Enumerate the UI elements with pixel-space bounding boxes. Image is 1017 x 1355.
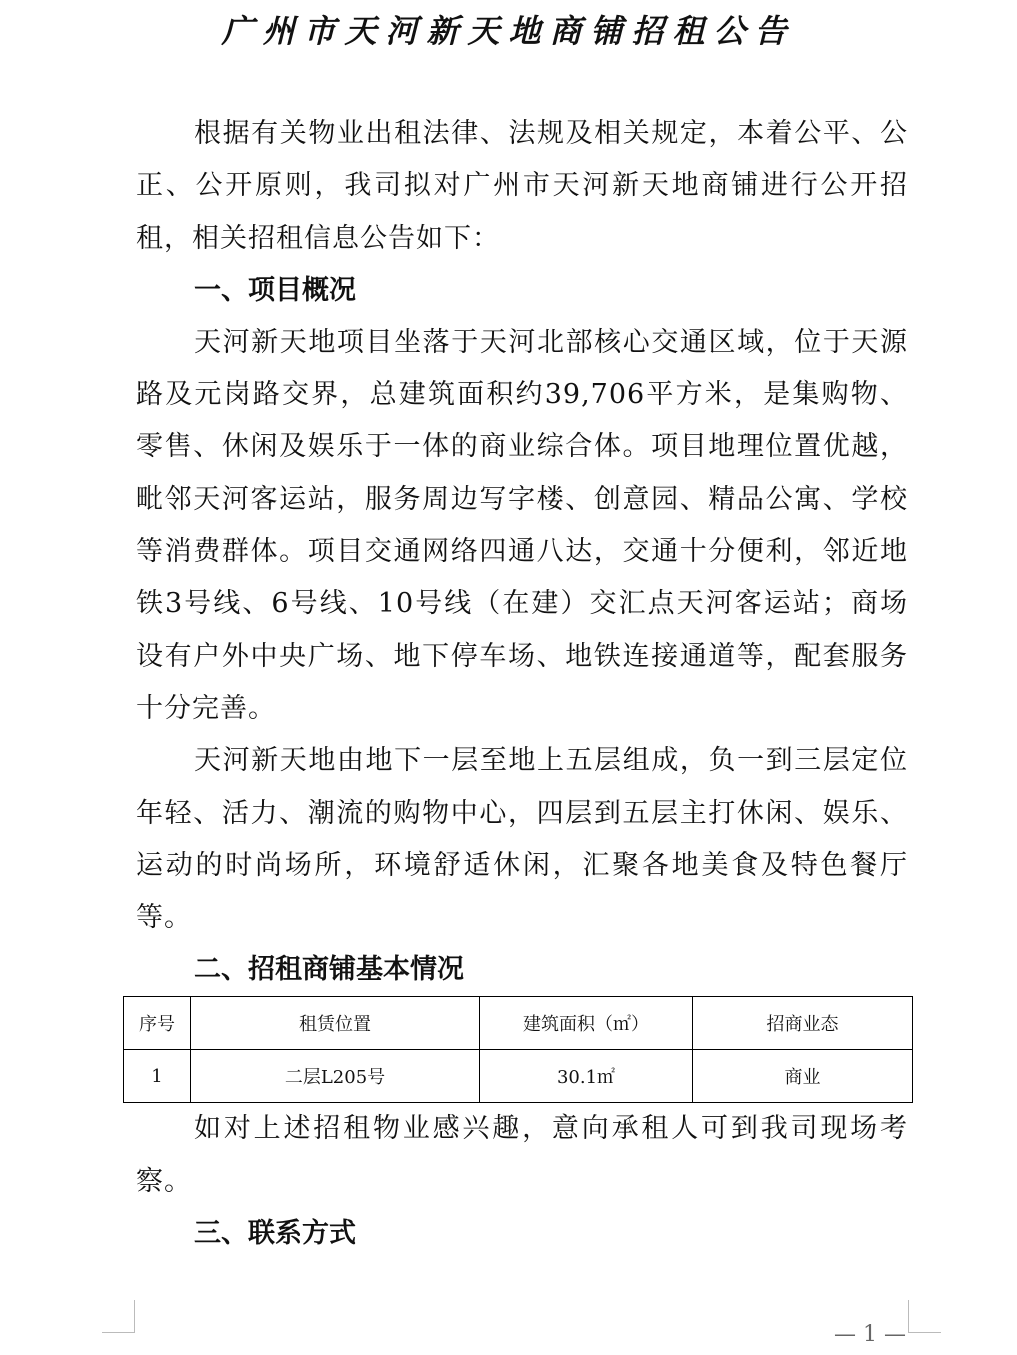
inspection-paragraph: 如对上述招租物业感兴趣，意向承租人可到我司现场考察。 <box>136 1113 908 1197</box>
col-header: 招商业态 <box>693 997 913 1050</box>
overview-paragraph-1: 天河新天地项目坐落于天河北部核心交通区域，位于天源路及元岗路交界，总建筑面积约39,706平方米，是集购物、零售、休闲及娱乐于一体的商业综合体。项目地理位置优越，毗邻天河客运站，服务周边写字楼、创意园、精品公寓、学校等消费群体。项目交通网络四通八达，交通十分便利，邻近地铁3号线、6号线、10号线（在建）交汇点天河客运站；商场设有户外中央广场、地下停车场、地铁连接通道等，配套服务十分完善。 <box>136 326 908 724</box>
col-header: 序号 <box>124 997 191 1050</box>
document-title: 广州市天河新天地商铺招租公告 <box>221 12 796 50</box>
table-cell: 二层L205号 <box>191 1050 480 1103</box>
page-corner-mark-right <box>908 1300 941 1333</box>
col-header: 租赁位置 <box>191 997 480 1050</box>
shop-table <box>123 996 913 1103</box>
overview-paragraph-2: 天河新天地由地下一层至地上五层组成，负一到三层定位年轻、活力、潮流的购物中心，四层到五层主打休闲、娱乐、运动的时尚场所，环境舒适休闲，汇聚各地美食及特色餐厅等。 <box>136 745 908 934</box>
table-row <box>124 1050 913 1103</box>
table-cell: 30.1㎡ <box>480 1050 693 1103</box>
document-body <box>136 108 908 1260</box>
table-cell: 商业 <box>693 1050 913 1103</box>
table-header-row <box>124 997 913 1050</box>
page-corner-mark-left <box>102 1300 135 1333</box>
col-header: 建筑面积（㎡） <box>480 997 693 1050</box>
section-heading-overview: 一、项目概况 <box>194 274 356 306</box>
section-heading-shop-info: 二、招租商铺基本情况 <box>194 954 464 986</box>
section-heading-contact: 三、联系方式 <box>194 1218 356 1250</box>
intro-paragraph: 根据有关物业出租法律、法规及相关规定，本着公平、公正、公开原则，我司拟对广州市天河新天地商铺进行公开招租，相关招租信息公告如下： <box>136 118 908 254</box>
page-number: — 1 — <box>834 1322 906 1347</box>
table-cell: 1 <box>124 1050 191 1103</box>
